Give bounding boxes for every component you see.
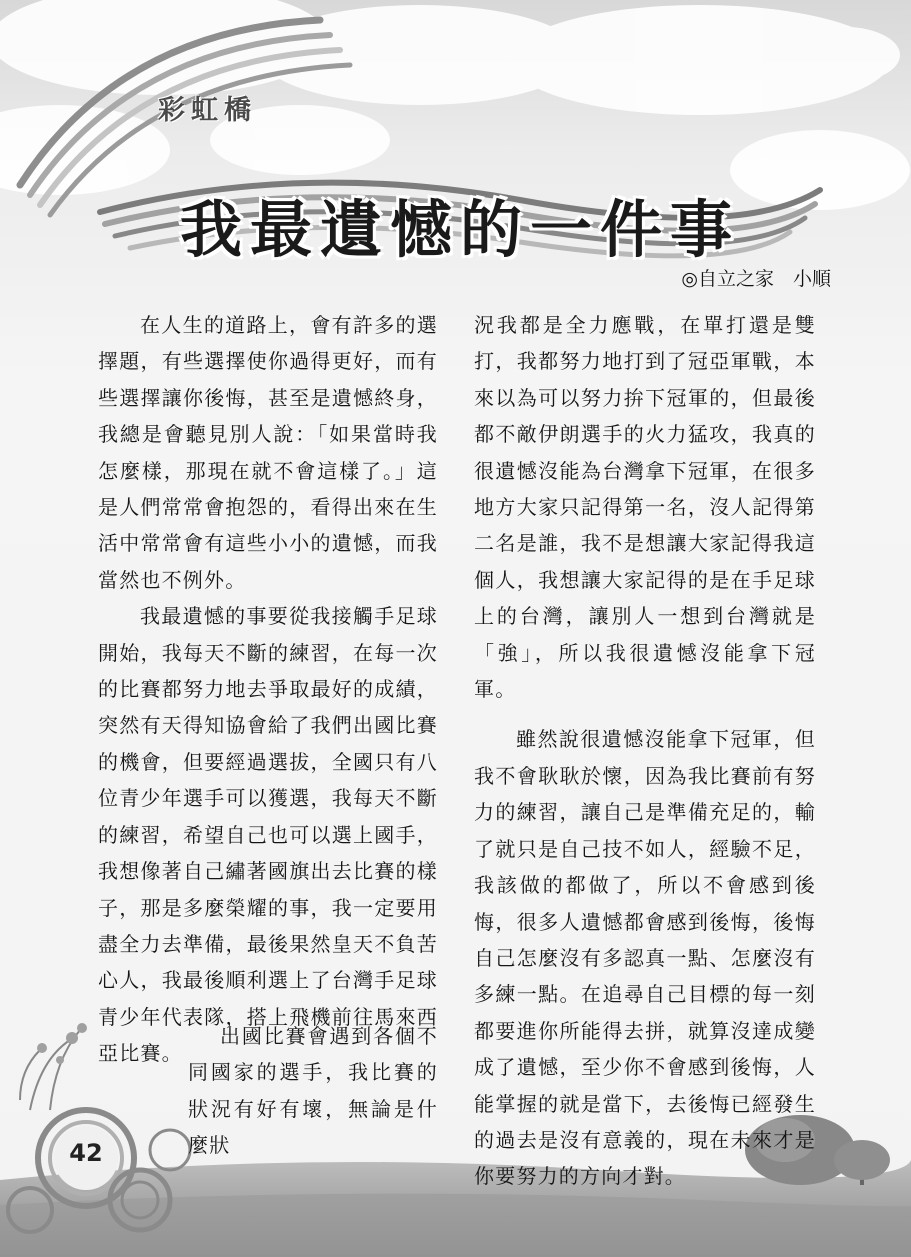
left-column	[98, 307, 438, 1072]
article-byline: ◎自立之家 小順	[681, 268, 831, 290]
article-title: 我最遺憾的一件事	[179, 193, 740, 266]
paragraph: 雖然說很遺憾沒能拿下冠軍，但我不會耿耿於懷，因為我比賽前有努力的練習，讓自己是準備充足的，輸了就只是自己技不如人，經驗不足，我該做的都做了，所以不會感到後悔，很多人遺憾都會感到後悔，後悔自己怎麼沒有多認真一點、怎麼沒有多練一點。在追尋自己目標的每一刻都要進你所能得去拼，就算沒達成變成了遺憾，至少你不會感到後悔，人能掌握的就是當下，去後悔已經發生的過去是沒有意義的，現在未來才是你要努力的方向才對。	[474, 727, 816, 1189]
paragraph: 在人生的道路上，會有許多的選擇題，有些選擇使你過得更好，而有些選擇讓你後悔，甚至是遺憾終身，我總是會聽見別人說：「如果當時我怎麼樣，那現在就不會這樣了。」這是人們常常會抱怨的，看得出來在生活中常常會有這些小小的遺憾，而我當然也不例外。	[98, 313, 438, 592]
left-column-bottom	[188, 1018, 438, 1164]
paragraph: 我最遺憾的事要從我接觸手足球開始，我每天不斷的練習，在每一次的比賽都努力地去爭取最好的成績，突然有天得知協會給了我們出國比賽的機會，但要經過選拔，全國只有八位青少年選手可以獲選，我每天不斷的練習，希望自己也可以選上國手，我想像著自己繡著國旗出去比賽的樣子，那是多麼榮耀的事，我一定要用盡全力去準備，最後果然皇天不負苦心人，我最後順利選上了台灣手足球青少年代表隊，搭上飛機前往馬來西亞比賽。	[98, 604, 438, 1066]
paragraph: 出國比賽會遇到各個不同國家的選手，我比賽的狀況有好有壞，無論是什麼狀	[188, 1024, 438, 1158]
page-number: 42	[69, 1139, 103, 1167]
right-column	[474, 307, 816, 1195]
section-label: 彩虹橋	[158, 95, 257, 126]
paragraph: 況我都是全力應戰，在單打還是雙打，我都努力地打到了冠亞軍戰，本來以為可以努力拚下冠軍的，但最後都不敵伊朗選手的火力猛攻，我真的很遺憾沒能為台灣拿下冠軍，在很多地方大家只記得第一名，沒人記得第二名是誰，我不是想讓大家記得我這個人，我想讓大家記得的是在手足球上的台灣，讓別人一想到台灣就是「強」，所以我很遺憾沒能拿下冠軍。	[474, 313, 816, 702]
